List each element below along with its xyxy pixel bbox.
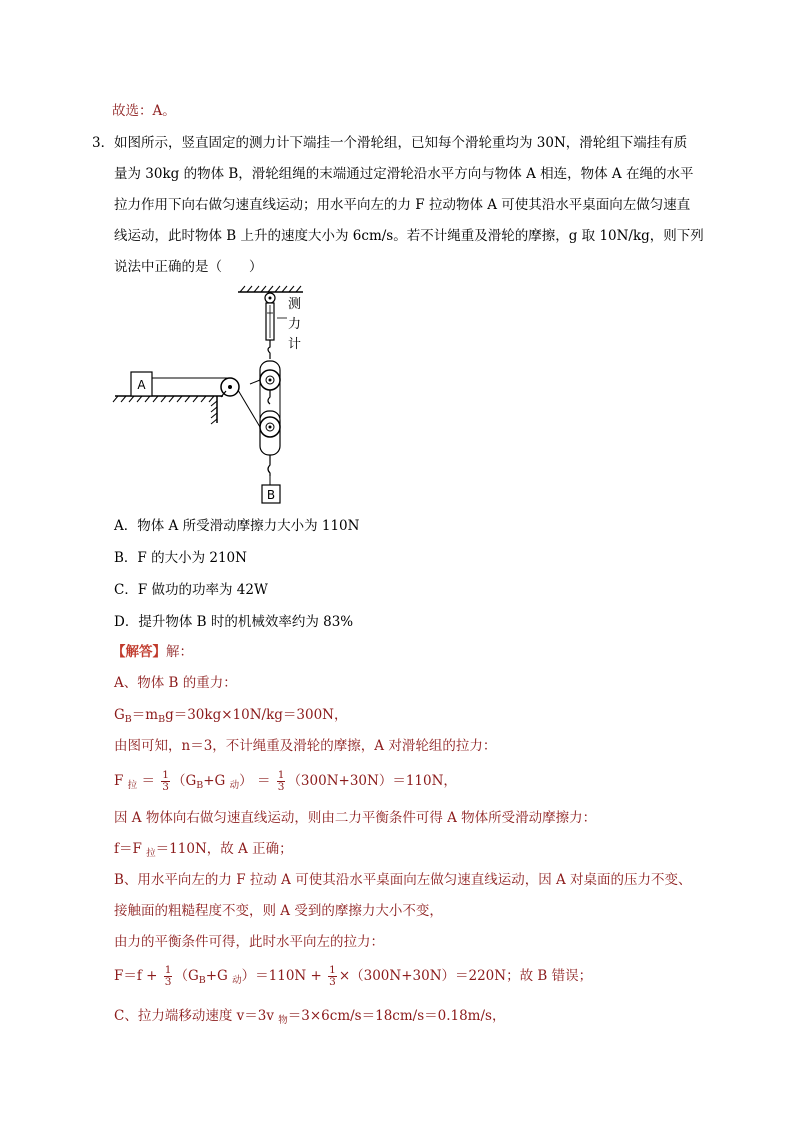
block-a-label: A bbox=[137, 378, 146, 392]
solution-tag: 【解答】 bbox=[112, 644, 166, 660]
prev-answer: 故选：A。 bbox=[112, 103, 176, 119]
solution-c-line: C、拉力端移动速度 v＝3v $_物$＝3×6cm/s＝18cm/s＝0.18m/s， bbox=[114, 1008, 506, 1026]
solution-friction: f＝F $_拉$＝110N，故 A 正确； bbox=[114, 841, 293, 859]
ceiling-hatch bbox=[240, 286, 301, 292]
fraction: $\frac{1}{3}$ bbox=[164, 964, 172, 988]
question-line-4: 线运动，此时物体 B 上升的速度大小为 6cm/s。若不计绳重及滑轮的摩擦，g 取 10N/kg，则下列 bbox=[114, 228, 704, 244]
fraction: $\frac{1}{3}$ bbox=[162, 769, 169, 793]
table-hatch bbox=[113, 396, 214, 402]
option-a: A．物体 A 所受滑动摩擦力大小为 110N bbox=[114, 518, 360, 534]
solution-f-equation: F $_拉$ ＝ $\frac{1}{3}$ （$G_B+G$ $_动$） ＝ $\frac{1}{3}$ （300N+30N）＝110N， bbox=[114, 769, 457, 793]
fraction: $\frac{1}{3}$ bbox=[277, 769, 285, 793]
question-line-5: 说法中正确的是（ ） bbox=[114, 259, 263, 275]
meter-label-3: 计 bbox=[288, 337, 302, 352]
solution-tag-after: 解： bbox=[166, 644, 193, 660]
option-c: C．F 做功的功率为 42W bbox=[114, 582, 268, 598]
solution-heading bbox=[112, 642, 193, 662]
meter-label-2: 力 bbox=[288, 317, 302, 332]
block-b-label: B bbox=[266, 488, 276, 502]
question-line-1: 如图所示，竖直固定的测力计下端挂一个滑轮组，已知每个滑轮重均为 30N，滑轮组下端挂有质 bbox=[114, 135, 688, 151]
question-number: 3． bbox=[92, 135, 115, 151]
question-line-3: 拉力作用下向右做匀速直线运动；用水平向左的力 F 拉动物体 A 可使其沿水平桌面向左做匀速直 bbox=[114, 197, 691, 213]
question-line-2: 量为 30kg 的物体 B，滑轮组绳的末端通过定滑轮沿水平方向与物体 A 相连，物体 A 在绳的水平 bbox=[114, 166, 694, 182]
fraction: $\frac{1}{3}$ bbox=[329, 964, 336, 988]
option-b: B．F 的大小为 210N bbox=[114, 550, 247, 566]
solution-b-line1: B、用水平向左的力 F 拉动 A 可使其沿水平桌面向左做匀速直线运动，因 A 对桌面的压力不变、 bbox=[114, 872, 692, 888]
solution-n-line: 由图可知，n＝3，不计绳重及滑轮的摩擦，A 对滑轮组的拉力： bbox=[114, 738, 497, 754]
option-d: D．提升物体 B 时的机械效率约为 83% bbox=[114, 614, 354, 630]
meter-label-1: 测 bbox=[288, 297, 302, 312]
solution-b-line2: 接触面的粗糙程度不变，则 A 受到的摩擦力大小不变， bbox=[114, 903, 443, 919]
solution-gb-equation: $G_B=m_Bg=30kg\times 10N/kg=300N$， bbox=[114, 707, 348, 725]
pulley-diagram bbox=[110, 283, 320, 508]
solution-b-line3: 由力的平衡条件可得，此时水平向左的拉力： bbox=[114, 934, 384, 950]
solution-b-equation: F＝f + $\frac{1}{3}$ （$G_B+G$ $_动$）＝110N + $\frac{1}{3}$ ×（300N+30N）＝220N；故 B 错误； bbox=[114, 964, 593, 988]
solution-a-line2: 因 A 物体向右做匀速直线运动，则由二力平衡条件可得 A 物体所受滑动摩擦力： bbox=[114, 810, 597, 826]
solution-a-head: A、物体 B 的重力： bbox=[114, 675, 237, 691]
meter-hook bbox=[268, 340, 270, 359]
